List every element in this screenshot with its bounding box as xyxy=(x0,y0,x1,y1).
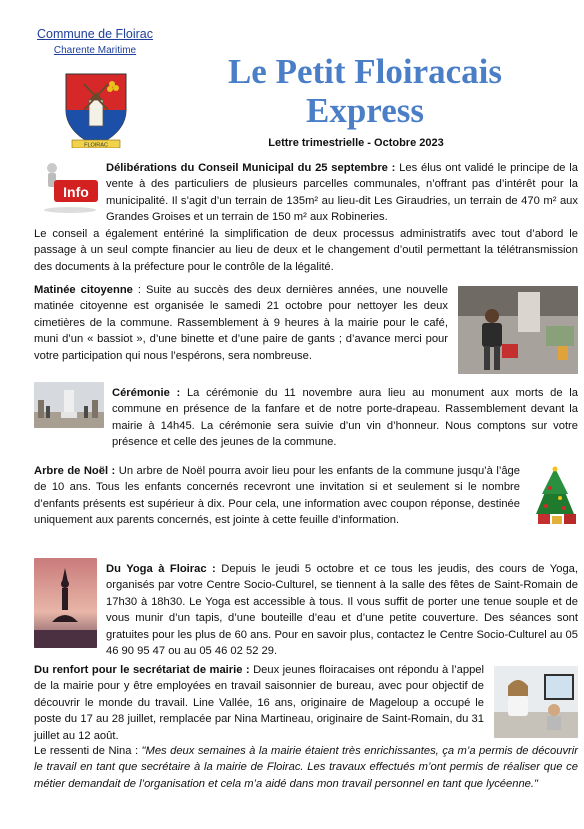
article-secretariat-testimony xyxy=(34,743,578,792)
svg-text:Info: Info xyxy=(63,184,89,200)
article-yoga xyxy=(106,561,578,659)
article-conseil-body2: Le conseil a également entériné la simplification de deux processus administratifs avec tout d’abord le passage à un seul compte financier au lieu de deux et le changement d’outil permettant la télétransmission des documents à la préfecture pour le contrôle de la légalité. xyxy=(34,228,578,273)
commune-name[interactable]: Commune de Floirac xyxy=(36,27,153,41)
article-conseil-body: Les élus ont validé le principe de la vente à des particuliers de plusieurs parcelles communales, n’offrant pas d’intérêt pour la municipalité. Il s’agit d’un terrain de 135m² au lieu-dit Les Giraudries, un terrain de 470 m² aux Grandes Groises et un terrain de 150 m² aux Robineries. xyxy=(106,162,579,224)
article-secretariat-body: Deux jeunes floiracaises ont répondu à l’appel de la mairie pour y être employées en travail saisonnier de bureau, avec pour objectif de découvrir le monde du travail. Line Vallée, 16 ans, originaire de Mageloup a occupé le poste du 17 au 28 juillet, remplacée par Nina Martineau, originaire de Saint-Romain, du 31 juillet au 12 août. xyxy=(34,664,485,742)
testimony-quote: "Mes deux semaines à la mairie étaient très enrichissantes, ça m’a permis de découvrir le travail en tant que secrétaire à la mairie de Floirac. Les travaux effectués m’ont permis de réaliser que ce métier demandait de l’organisation et cela m’a aidé dans mon travail personnel en tant que lycéenne." xyxy=(34,745,578,790)
commune-crest-logo xyxy=(62,70,130,148)
article-matinee-heading: Matinée citoyenne xyxy=(34,284,133,296)
info-icon xyxy=(38,158,102,214)
cemetery-cleaning-photo xyxy=(458,286,578,374)
war-memorial-photo xyxy=(34,382,104,428)
article-secretariat xyxy=(34,662,484,744)
article-yoga-body: Depuis le jeudi 5 octobre et ce tous les jeudis, des cours de Yoga, organisés par votre Centre Socio-Culturel, se tiennent à la salle des fêtes de Saint-Romain de 17h30 à 18h30. Le Yoga est accessible à tous. Il vous suffit de porter une tenue souple et de vous munir d’un tapis, d’une bouteille d’eau et d’une petite couverture. Des séances sont gratuites pour les plus de 60 ans. Pour en savoir plus, contactez le Centre Socio-Culturel au 05 46 90 95 47 ou au 05 46 02 52 29. xyxy=(106,563,579,658)
office-workers-photo xyxy=(494,666,578,738)
article-conseil-heading: Délibérations du Conseil Municipal du 25 septembre : xyxy=(106,162,396,174)
article-yoga-heading: Du Yoga à Floirac : xyxy=(106,563,216,575)
article-secretariat-heading: Du renfort pour le secrétariat de mairie : xyxy=(34,664,250,676)
article-matinee xyxy=(34,282,448,364)
article-noel xyxy=(34,463,520,529)
article-conseil xyxy=(106,160,578,226)
article-ceremonie-heading: Cérémonie : xyxy=(112,387,181,399)
article-ceremonie-body: La cérémonie du 11 novembre aura lieu au monument aux morts de la commune en présence de la fanfare et de notre porte-drapeau. Rassemblement devant la mairie à 14h45. La cérémonie sera suivie d’un vin d’honneur. Nous comptons sur votre présence et celle des jeunes de la commune. xyxy=(112,387,579,449)
christmas-tree-icon xyxy=(530,464,580,528)
yoga-photo xyxy=(34,558,97,648)
article-noel-body: Un arbre de Noël pourra avoir lieu pour les enfants de la commune jusqu’à l’âge de 10 ans. Tous les enfants concernés recevront une invitation si et seulement si le nombre d’enfants présents est supérieur à dix. Pour cela, une information avec coupon réponse, destinée uniquement aux parents concernés, est jointe à cette feuille d’information. xyxy=(34,465,521,527)
region-name[interactable]: Charente Maritime xyxy=(53,45,137,56)
svg-text:FLOIRAC: FLOIRAC xyxy=(84,142,108,148)
article-matinee-body: : Suite au succès des deux dernières années, une nouvelle matinée citoyenne est organisée le samedi 21 octobre pour nettoyer les deux cimetières de la commune. Rassemblement à 9 heures à la mairie pour le café, muni d’un « bassiot », d’une binette et d’une paire de gants ; d’avance merci pour votre participation qui nous l’espérons, sera nombreuse. xyxy=(34,284,448,362)
title-line-1: Le Petit Floiracais xyxy=(227,52,503,91)
newsletter-subtitle: Lettre trimestrielle - Octobre 2023 xyxy=(268,137,444,149)
article-noel-heading: Arbre de Noël : xyxy=(34,465,116,477)
testimony-label: Le ressenti de Nina : xyxy=(34,745,142,757)
newsletter-title xyxy=(170,52,560,130)
article-ceremonie xyxy=(112,385,578,451)
title-line-2: Express xyxy=(306,91,424,130)
